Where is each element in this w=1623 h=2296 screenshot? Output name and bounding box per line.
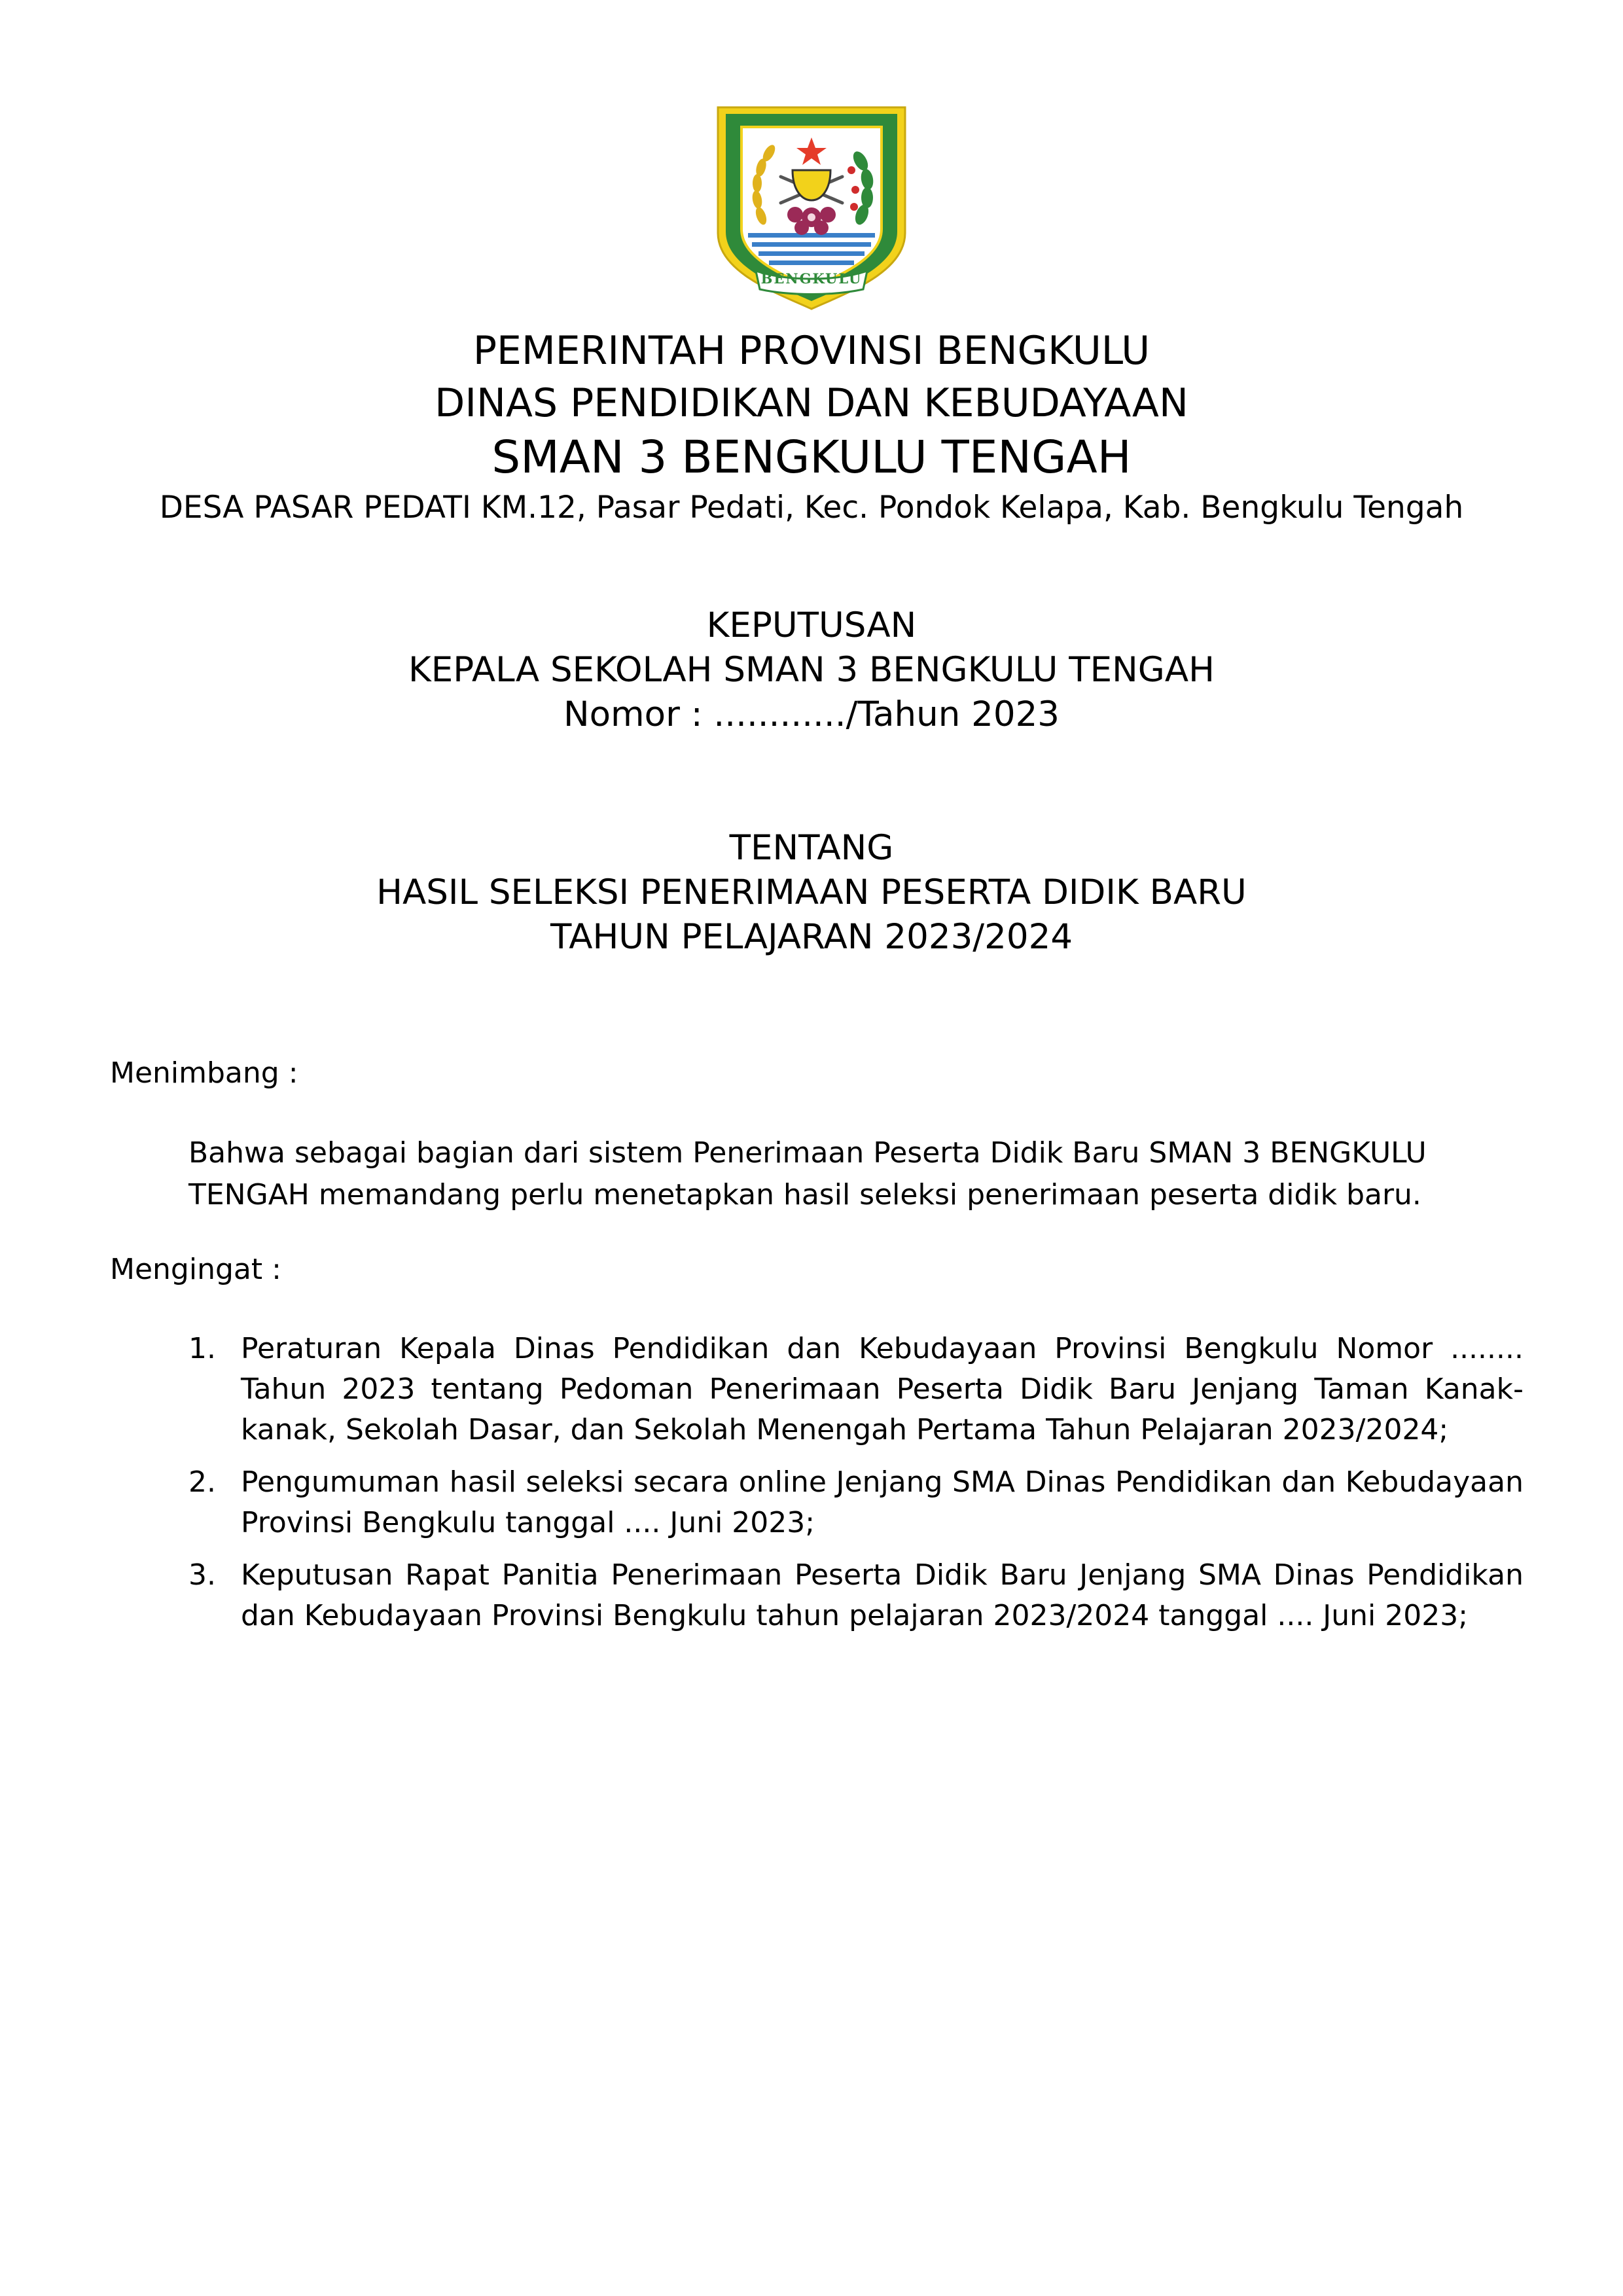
department-heading: DINAS PENDIDIKAN DAN KEBUDAYAAN [435, 380, 1188, 426]
list-item-text: Peraturan Kepala Dinas Pendidikan dan Kebudayaan Provinsi Bengkulu Nomor ........ Tahun 2023 tentang Pedoman Penerimaan Peserta Didik Baru Jenjang Taman Kanak-kanak, Sekolah Dasar, dan Sekolah Menengah Pertama Tahun Pelajaran 2023/2024; [241, 1332, 1524, 1446]
emblem-ribbon-text: BENGKULU [760, 270, 863, 287]
decree-issuer: KEPALA SEKOLAH SMAN 3 BENGKULU TENGAH [408, 650, 1215, 690]
bengkulu-province-emblem [715, 105, 908, 312]
school-address: DESA PASAR PEDATI KM.12, Pasar Pedati, Kec. Pondok Kelapa, Kab. Bengkulu Tengah [159, 490, 1464, 526]
decree-subject-line1: HASIL SELEKSI PENERIMAAN PESERTA DIDIK BARU [376, 872, 1247, 912]
menimbang-text: Bahwa sebagai bagian dari sistem Penerimaan Peserta Didik Baru SMAN 3 BENGKULU TENGAH memandang perlu menetapkan hasil seleksi penerimaan peserta didik baru. [188, 1136, 1427, 1211]
government-heading: PEMERINTAH PROVINSI BENGKULU [473, 328, 1150, 374]
decree-number: Nomor : ............/Tahun 2023 [563, 694, 1060, 734]
mengingat-list [188, 1329, 1524, 1648]
list-item-text: Keputusan Rapat Panitia Penerimaan Peserta Didik Baru Jenjang SMA Dinas Pendidikan dan Kebudayaan Provinsi Bengkulu tahun pelajaran 2023/2024 tanggal .... Juni 2023; [241, 1558, 1524, 1632]
school-name-heading: SMAN 3 BENGKULU TENGAH [491, 431, 1132, 484]
list-item [188, 1555, 1524, 1636]
decree-subject-line2: TAHUN PELAJARAN 2023/2024 [550, 917, 1073, 957]
list-item-text: Pengumuman hasil seleksi secara online Jenjang SMA Dinas Pendidikan dan Kebudayaan Provinsi Bengkulu tanggal .... Juni 2023; [241, 1465, 1524, 1539]
about-label: TENTANG [729, 828, 894, 868]
list-item-number: 2. [188, 1465, 216, 1499]
list-item [188, 1462, 1524, 1543]
list-item-number: 1. [188, 1332, 216, 1365]
mengingat-label: Mengingat : [110, 1253, 281, 1286]
list-item [188, 1329, 1524, 1450]
decree-title: KEPUTUSAN [706, 605, 917, 645]
list-item-number: 3. [188, 1558, 216, 1592]
menimbang-label: Menimbang : [110, 1056, 298, 1090]
